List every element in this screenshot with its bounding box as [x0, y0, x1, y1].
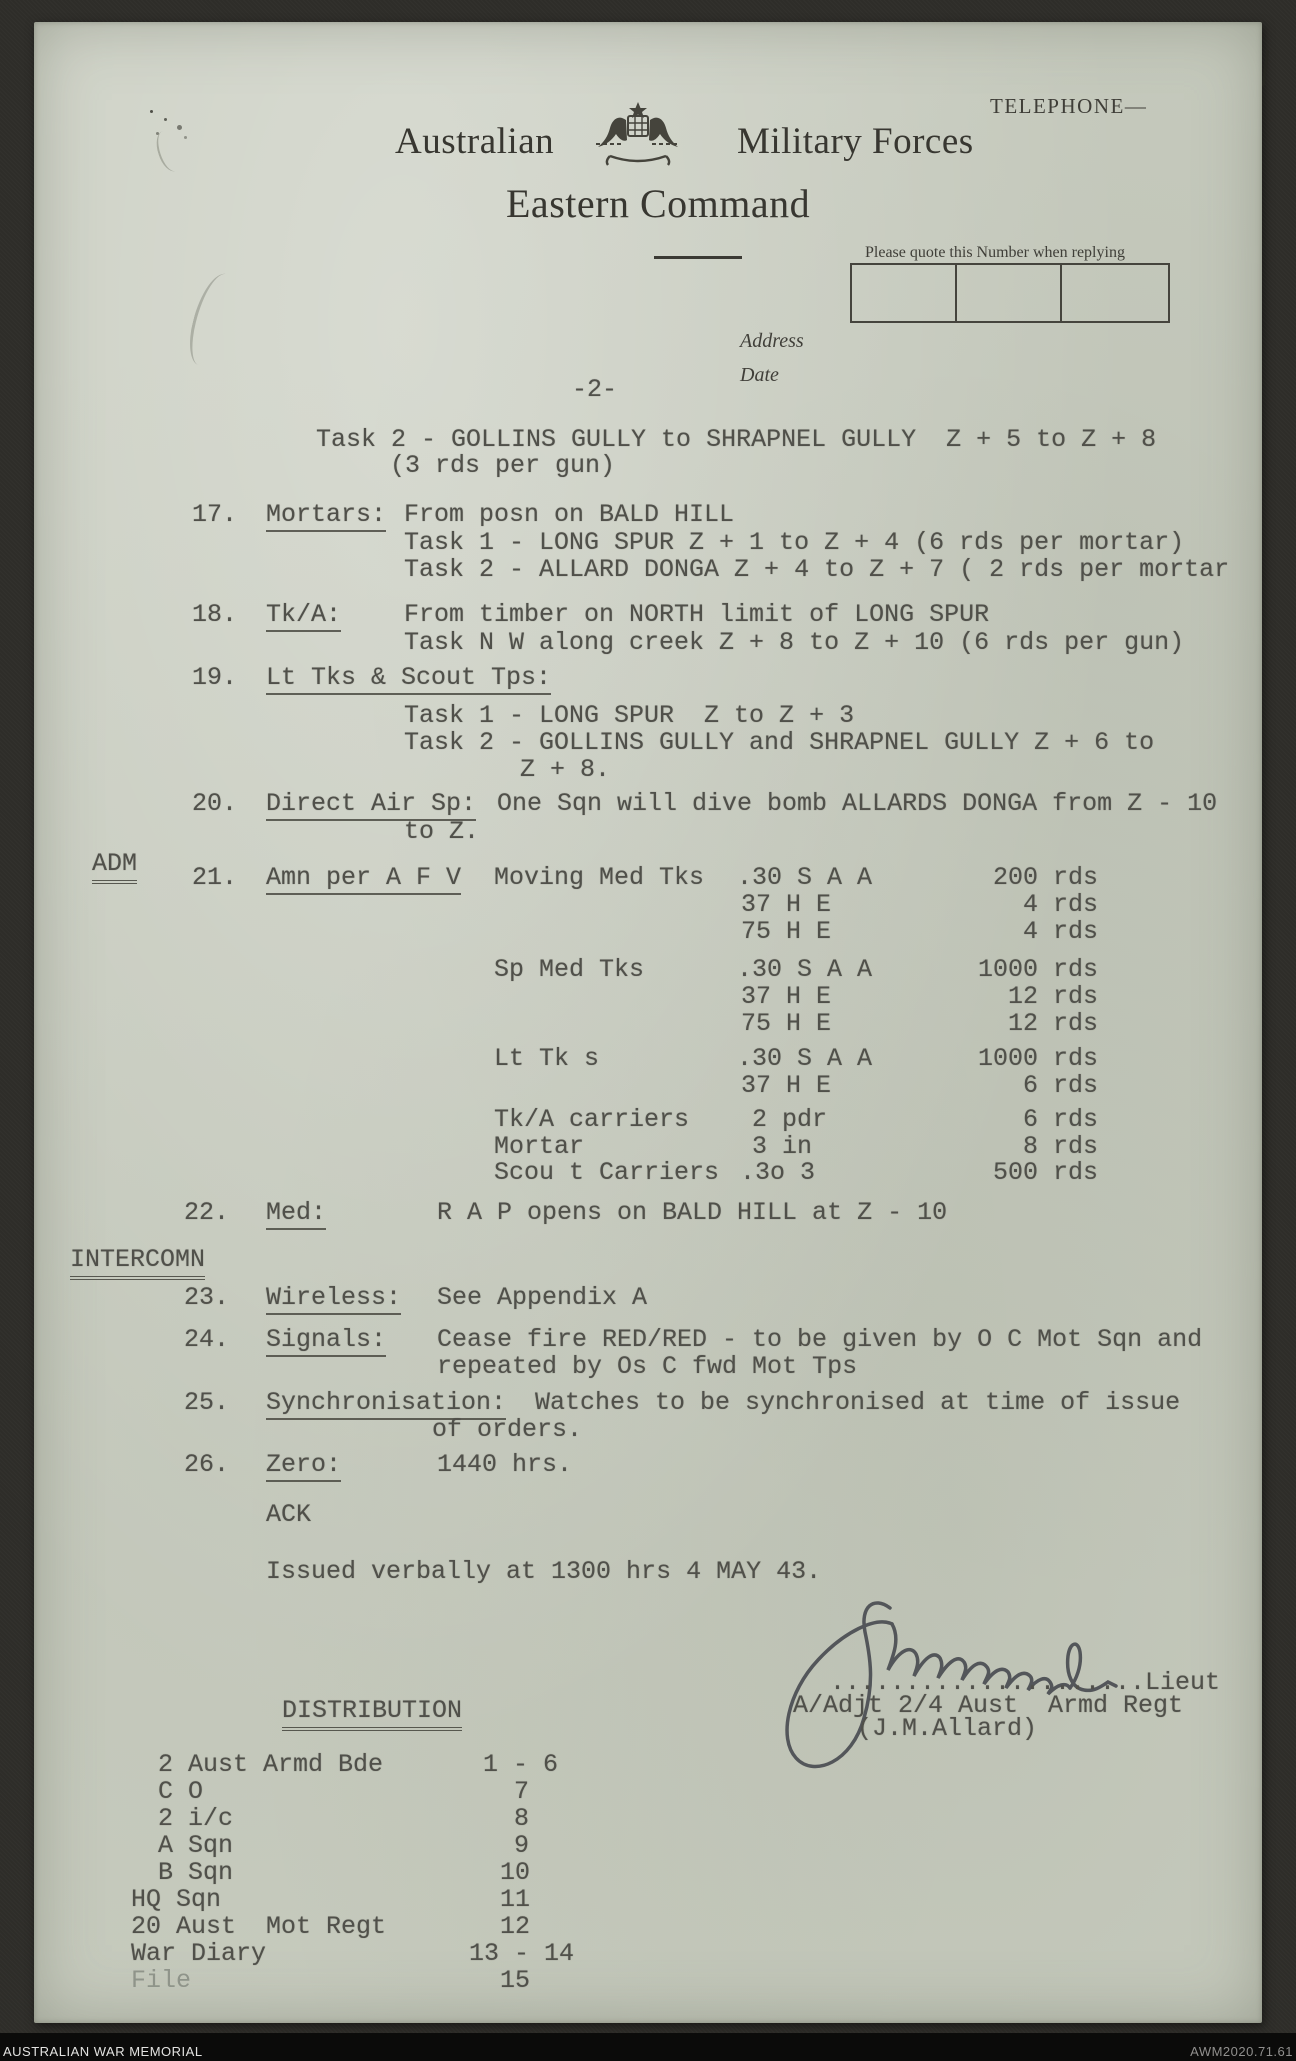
item-text: From timber on NORTH limit of LONG SPUR: [404, 600, 990, 629]
amn-vehicle: Tk/A carriers: [494, 1105, 690, 1134]
amn-weapon: 75 H E: [741, 1009, 832, 1038]
item-text: See Appendix A: [437, 1283, 648, 1312]
amn-weapon: .3o 3: [740, 1158, 816, 1187]
distribution-unit: 20 Aust Mot Regt: [131, 1912, 387, 1941]
distribution-copies: 15: [500, 1966, 531, 1995]
distribution-unit: 2 i/c: [158, 1804, 234, 1833]
item-text: Watches to be synchronised at time of issue: [535, 1388, 1181, 1417]
issued-line: Issued verbally at 1300 hrs 4 MAY 43.: [266, 1557, 822, 1586]
amn-qty: 500 rds: [992, 1158, 1098, 1187]
item-text: Z + 8.: [520, 755, 611, 784]
distribution-unit: C O: [158, 1777, 204, 1806]
item-heading: Signals:: [266, 1325, 386, 1357]
amn-qty: 1000 rds: [977, 1044, 1098, 1073]
item-number: 17.: [192, 500, 238, 529]
item-text: One Sqn will dive bomb ALLARDS DONGA from Z - 10: [497, 789, 1218, 818]
address-label: Address: [740, 330, 804, 352]
number-box-divider: [955, 265, 957, 321]
document-page: [34, 22, 1262, 2023]
distribution-copies: 1 - 6: [483, 1750, 559, 1779]
item-text: 1440 hrs.: [437, 1450, 573, 1479]
distribution-copies: 10: [500, 1858, 531, 1887]
item-heading: Zero:: [266, 1450, 341, 1482]
corner-pen-mark: [1262, 50, 1269, 86]
item-text: Cease fire RED/RED - to be given by O C Mot Sqn and: [437, 1325, 1203, 1354]
subtitle-rule: [654, 256, 742, 259]
number-box-divider: [1060, 265, 1062, 321]
distribution-title: DISTRIBUTION: [282, 1696, 462, 1731]
signatory-role: A/Adjt 2/4 Aust Armd Regt: [793, 1691, 1184, 1720]
archive-name: AUSTRALIAN WAR MEMORIAL: [3, 2044, 203, 2059]
australian-coat-of-arms-icon: [594, 100, 682, 172]
distribution-unit: B Sqn: [158, 1858, 234, 1887]
distribution-unit: File: [131, 1966, 192, 1995]
item-number: 25.: [184, 1388, 230, 1417]
item-heading: Amn per A F V: [266, 863, 461, 895]
item-text: Task 2 - GOLLINS GULLY and SHRAPNEL GULLY Z + 6 to: [404, 728, 1155, 757]
amn-qty: 12 rds: [1007, 1009, 1098, 1038]
amn-weapon: 37 H E: [741, 890, 832, 919]
amn-weapon: 3 in: [752, 1132, 813, 1161]
item-text: Task 2 - ALLARD DONGA Z + 4 to Z + 7 ( 2 rds per mortar: [404, 555, 1230, 584]
signatory-name: (J.M.Allard): [857, 1714, 1038, 1743]
amn-qty: 6 rds: [1022, 1105, 1098, 1134]
item-heading: Tk/A:: [266, 600, 341, 632]
item-heading: Med:: [266, 1198, 326, 1230]
amn-weapon: 75 H E: [741, 917, 832, 946]
distribution-unit: War Diary: [131, 1939, 267, 1968]
amn-weapon: .30 S A A: [737, 863, 873, 892]
item-number: 20.: [192, 789, 238, 818]
item-text: Task 1 - LONG SPUR Z to Z + 3: [404, 701, 855, 730]
amn-weapon: 2 pdr: [752, 1105, 828, 1134]
item-text: of orders.: [432, 1415, 583, 1444]
amn-qty: 6 rds: [1022, 1071, 1098, 1100]
amn-vehicle: Sp Med Tks: [494, 955, 645, 984]
item-number: 23.: [184, 1283, 230, 1312]
distribution-copies: 13 - 14: [469, 1939, 575, 1968]
signature-dotted-line: .....................Lieut: [830, 1668, 1221, 1697]
item-text: From posn on BALD HILL: [404, 500, 735, 529]
distribution-copies: 12: [500, 1912, 531, 1941]
item-text: R A P opens on BALD HILL at Z - 10: [437, 1198, 948, 1227]
item-number: 26.: [184, 1450, 230, 1479]
task-line: (3 rds per gun): [390, 451, 616, 480]
item-heading: Wireless:: [266, 1283, 401, 1315]
distribution-unit: A Sqn: [158, 1831, 234, 1860]
item-text: Task N W along creek Z + 8 to Z + 10 (6 rds per gun): [404, 628, 1185, 657]
item-number: 22.: [184, 1198, 230, 1227]
section-heading-adm: ADM: [92, 849, 137, 884]
amn-vehicle: Moving Med Tks: [494, 863, 705, 892]
item-heading: Lt Tks & Scout Tps:: [266, 663, 551, 695]
item-number: 24.: [184, 1325, 230, 1354]
item-text: to Z.: [404, 817, 480, 846]
distribution-copies: 8: [514, 1804, 530, 1833]
amn-weapon: .30 S A A: [737, 955, 873, 984]
distribution-copies: 11: [500, 1885, 531, 1914]
item-number: 19.: [192, 663, 238, 692]
reference-number-box: [850, 263, 1170, 323]
item-number: 18.: [192, 600, 238, 629]
task-line: Task 2 - GOLLINS GULLY to SHRAPNEL GULLY Z + 5 to Z + 8: [316, 425, 1157, 454]
distribution-copies: 7: [514, 1777, 530, 1806]
date-label: Date: [740, 364, 779, 386]
item-heading: Direct Air Sp:: [266, 789, 476, 821]
amn-qty: 200 rds: [992, 863, 1098, 892]
item-number: 21.: [192, 863, 238, 892]
amn-vehicle: Scou t Carriers: [494, 1158, 720, 1187]
amn-weapon: 37 H E: [741, 982, 832, 1011]
amn-vehicle: Mortar: [494, 1132, 585, 1161]
archive-caption-bar: [0, 2033, 1296, 2061]
amn-qty: 1000 rds: [977, 955, 1098, 984]
telephone-label: TELEPHONE—: [990, 94, 1148, 118]
ack-line: ACK: [266, 1500, 312, 1529]
item-text: repeated by Os C fwd Mot Tps: [437, 1352, 858, 1381]
item-text: Task 1 - LONG SPUR Z + 1 to Z + 4 (6 rds per mortar): [404, 528, 1185, 557]
distribution-unit: HQ Sqn: [131, 1885, 222, 1914]
paper-blemish-dots: [150, 110, 153, 113]
quote-number-note: Please quote this Number when replying: [865, 244, 1125, 261]
item-heading: Synchronisation:: [266, 1388, 506, 1420]
amn-weapon: .30 S A A: [737, 1044, 873, 1073]
amn-vehicle: Lt Tk s: [494, 1044, 600, 1073]
amn-qty: 8 rds: [1022, 1132, 1098, 1161]
letterhead-title-left: Australian: [395, 121, 555, 162]
amn-qty: 4 rds: [1022, 917, 1098, 946]
distribution-copies: 9: [514, 1831, 530, 1860]
paper-crease-mark: [152, 128, 186, 175]
item-heading: Mortars:: [266, 500, 386, 532]
page-number: -2-: [572, 375, 618, 404]
section-heading-intercomm: INTERCOMN: [70, 1245, 205, 1280]
amn-qty: 4 rds: [1022, 890, 1098, 919]
letterhead-subtitle: Eastern Command: [506, 181, 811, 226]
archive-accession-number: AWM2020.71.61: [1190, 2044, 1293, 2059]
letterhead-title-right: Military Forces: [737, 121, 974, 162]
paper-crease-mark: [183, 269, 242, 370]
amn-weapon: 37 H E: [741, 1071, 832, 1100]
distribution-unit: 2 Aust Armd Bde: [158, 1750, 384, 1779]
amn-qty: 12 rds: [1007, 982, 1098, 1011]
